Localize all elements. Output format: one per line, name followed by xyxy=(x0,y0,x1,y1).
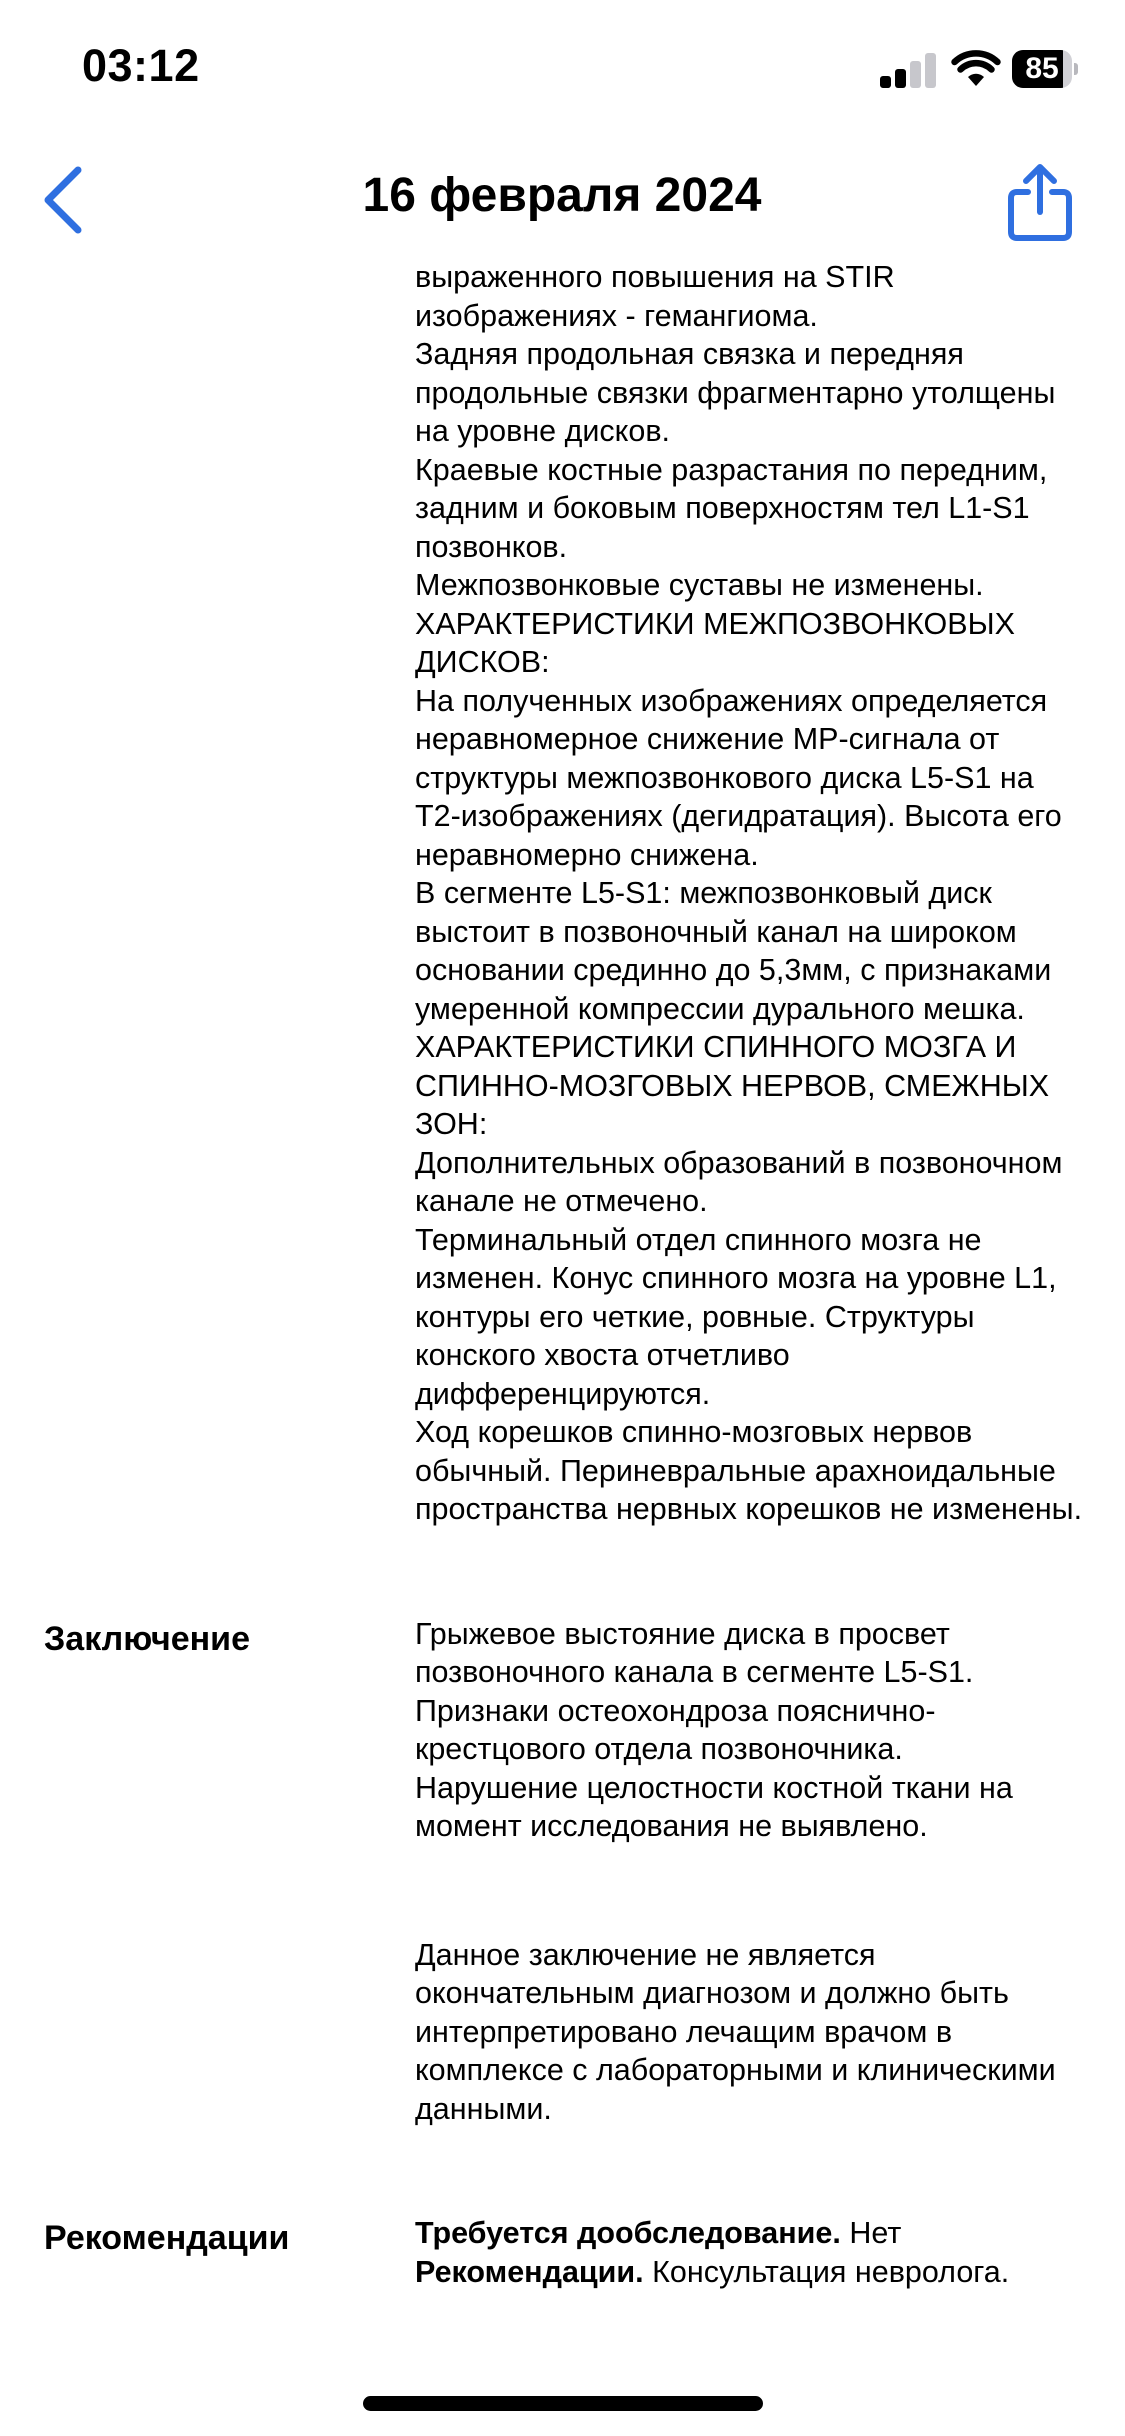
recommendations-line xyxy=(415,2253,1085,2292)
wifi-icon xyxy=(951,50,1001,88)
chevron-left-icon[interactable] xyxy=(30,162,100,238)
further-exam-value: Нет xyxy=(849,2216,902,2250)
further-exam-line xyxy=(415,2214,1085,2253)
conclusion-text xyxy=(415,1615,1085,2129)
description-paragraph: В сегменте L5-S1: межпозвонковый диск выстоит в позвоночный канал на широком основании срединно до 5,3мм, с признаками умеренной компрессии дурального мешка. xyxy=(415,876,1052,1026)
conclusion-label: Заключение xyxy=(44,1619,250,1658)
conclusion-paragraph: Грыжевое выстояние диска в просвет позвоночного канала в сегменте L5-S1. xyxy=(415,1616,974,1689)
description-paragraph: выраженного повышения на STIR изображениях - гемангиома. xyxy=(415,260,895,333)
conclusion-paragraph: Признаки остеохондроза пояснично-крестцового отдела позвоночника. xyxy=(415,1693,936,1766)
battery-percent: 85 xyxy=(1025,52,1059,85)
description-paragraph: Дополнительных образований в позвоночном канале не отмечено. xyxy=(415,1145,1063,1218)
recommendations-label: Рекомендации xyxy=(44,2219,290,2257)
description-paragraph: Задняя продольная связка и передняя продольные связки фрагментарно утолщены на уровне дисков. xyxy=(415,337,1056,448)
home-indicator[interactable] xyxy=(363,2396,763,2411)
status-time: 03:12 xyxy=(82,40,200,91)
recommendations-line-label: Рекомендации. xyxy=(415,2254,644,2289)
recommendations-text xyxy=(415,2214,1085,2291)
recommendations-section xyxy=(0,2214,1125,2291)
description-section xyxy=(0,258,1125,1529)
description-paragraph: ХАРАКТЕРИСТИКИ МЕЖПОЗВОНКОВЫХ ДИСКОВ: xyxy=(415,606,1015,679)
conclusion-section xyxy=(0,1615,1125,2129)
cellular-signal-icon xyxy=(880,52,936,88)
page-title: 16 февраля 2024 xyxy=(362,169,762,222)
description-paragraph: Ход корешков спинно-мозговых нервов обычный. Периневральные арахноидальные пространства нервных корешков не изменены. xyxy=(415,1415,1083,1526)
battery-icon xyxy=(1012,50,1078,88)
description-paragraph: Терминальный отдел спинного мозга не изменен. Конус спинного мозга на уровне L1, контуры его четкие, ровные. Структуры конского хвоста отчетливо дифференцируются. xyxy=(415,1222,1057,1411)
description-paragraph: Краевые костные разрастания по передним, задним и боковым поверхностям тел L1-S1 позвонков. xyxy=(415,452,1048,564)
description-paragraph: ХАРАКТЕРИСТИКИ СПИННОГО МОЗГА И СПИННО-МОЗГОВЫХ НЕРВОВ, СМЕЖНЫХ ЗОН: xyxy=(415,1030,1050,1141)
description-paragraph: На полученных изображениях определяется неравномерное снижение МР-сигнала от структуры межпозвонкового диска L5-S1 на Т2-изображениях (дегидратация). Высота его неравномерно снижена. xyxy=(415,683,1062,872)
report-content[interactable] xyxy=(0,258,1125,2291)
further-exam-label: Требуется дообследование. xyxy=(415,2216,841,2250)
status-bar xyxy=(0,0,1125,140)
description-text xyxy=(415,258,1085,1529)
conclusion-paragraph: Нарушение целостности костной ткани на момент исследования не выявлено. xyxy=(415,1770,1013,1843)
nav-bar xyxy=(0,140,1125,260)
description-paragraph: Межпозвонковые суставы не изменены. xyxy=(415,568,984,602)
recommendations-value: Консультация невролога. xyxy=(652,2254,1010,2289)
conclusion-disclaimer: Данное заключение не является окончательным диагнозом и должно быть интерпретировано лечащим врачом в комплексе с лабораторными и клиническими данными. xyxy=(415,1937,1056,2126)
share-icon[interactable] xyxy=(1002,162,1078,242)
